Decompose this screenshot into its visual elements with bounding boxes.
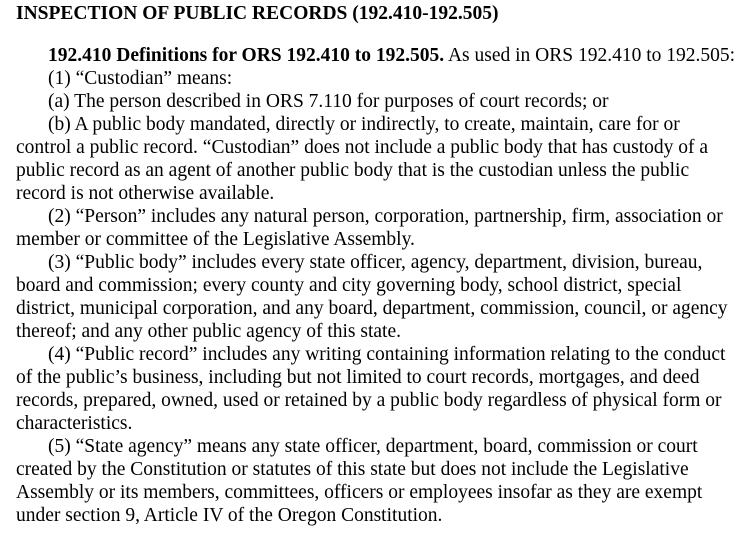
definition-custodian-a: (a) The person described in ORS 7.110 for purposes of court records; or: [48, 91, 609, 112]
document-heading: INSPECTION OF PUBLIC RECORDS (192.410-192.505): [16, 3, 499, 24]
definition-public-body: (3) “Public body” includes every state officer, agency, department, division, bureau, board and commission; every county and city governing body, school district, special district, municipal corporation, and any board, department, commission, council, or agency thereof; and any other public agency of this state.: [16, 252, 728, 342]
definition-custodian-b: (b) A public body mandated, directly or indirectly, to create, maintain, care for or control a public record. “Custodian” does not include a public body that has custody of a public record as an agent of another public body that is the custodian unless the public record is not otherwise available.: [16, 114, 709, 204]
definition-state-agency: (5) “State agency” means any state officer, department, board, commission or court created by the Constitution or statutes of this state but does not include the Legislative Assembly or its members, committees, officers or employees insofar as they are exempt under section 9, Article IV of the Oregon Constitution.: [16, 436, 703, 526]
definition-person: (2) “Person” includes any natural person, corporation, partnership, firm, association or member or committee of the Legislative Assembly.: [16, 206, 723, 250]
section-intro-text: As used in ORS 192.410 to 192.505:: [444, 45, 736, 66]
definition-public-record: (4) “Public record” includes any writing containing information relating to the conduct of the public’s business, including but not limited to court records, mortgages, and deed records, prepared, owned, used or retained by a public body regardless of physical form or characteristics.: [16, 344, 726, 434]
document-body: [16, 44, 736, 527]
definition-custodian: (1) “Custodian” means:: [48, 68, 233, 89]
section-intro: [16, 44, 736, 67]
section-title: 192.410 Definitions for ORS 192.410 to 192.505.: [48, 45, 445, 66]
